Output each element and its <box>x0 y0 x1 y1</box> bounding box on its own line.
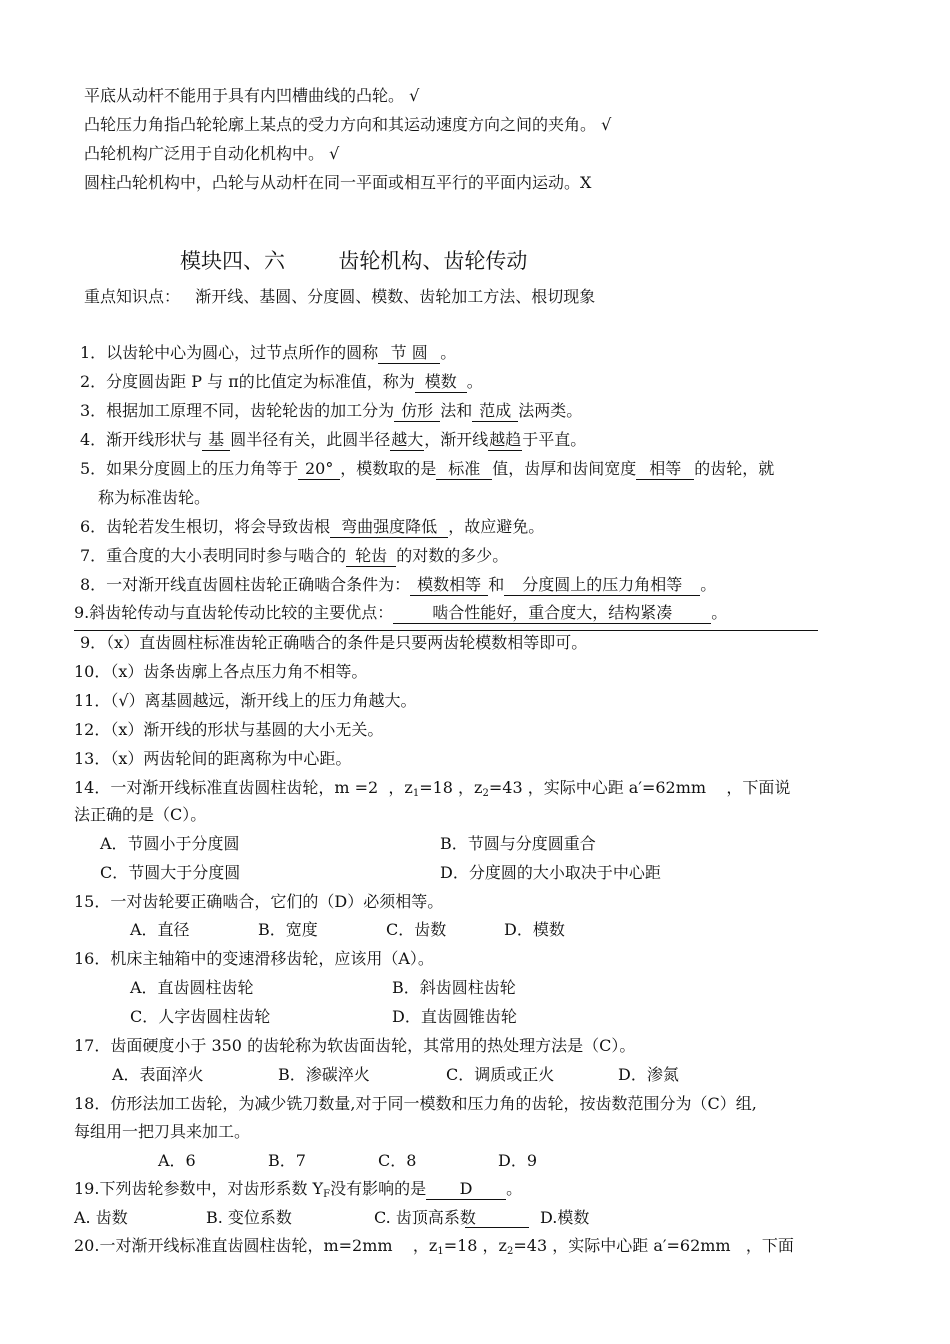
answer-blank: 啮合性能好，重合度大，结构紧凑 <box>393 603 711 624</box>
answer-blank: 标准 <box>436 459 492 480</box>
q19-option-a: A. 齿数 <box>74 1208 128 1227</box>
fill-question-5-continued: 称为标准齿轮。 <box>98 488 211 507</box>
q16-option-a: A．直齿圆柱齿轮 <box>130 978 254 997</box>
fill-question-7: 7．重合度的大小表明同时参与啮合的 轮齿 的对数的多少。 <box>80 546 509 565</box>
module-title: 模块四、六 齿轮机构、齿轮传动 <box>180 249 528 273</box>
answer-blank: 分度圆上的压力角相等 <box>504 575 700 596</box>
answer-blank: 弯曲强度降低 <box>330 517 448 538</box>
q17-option-a: A．表面淬火 <box>112 1065 204 1084</box>
question-15: 15．一对齿轮要正确啮合，它们的（D）必须相等。 <box>74 892 444 911</box>
q15-option-c: C．齿数 <box>386 920 447 939</box>
key-points-label: 重点知识点： <box>84 287 181 306</box>
judge-question-9: 9．（x）直齿圆柱标准齿轮正确啮合的条件是只要两齿轮模数相等即可。 <box>80 633 588 652</box>
q19-option-c: C. 齿顶高系数 <box>374 1208 476 1227</box>
fill-question-5: 5．如果分度圆上的压力角等于 20° ，模数取的是 标准 值，齿厚和齿间宽度 相等 的齿轮，就 <box>80 459 775 478</box>
answer-blank: 模数相等 <box>410 575 488 596</box>
answer-blank: 20° <box>298 459 340 480</box>
answer-blank: 基 <box>202 430 230 451</box>
answer-blank: 相等 <box>636 459 694 480</box>
option-underline <box>465 1227 529 1228</box>
q15-option-d: D．模数 <box>504 920 565 939</box>
q15-option-b: B．宽度 <box>258 920 318 939</box>
fill-question-1: 1．以齿轮中心为圆心，过节点所作的圆称 节 圆 。 <box>80 343 457 362</box>
q17-option-b: B．渗碳淬火 <box>278 1065 370 1084</box>
q16-option-d: D．直齿圆锥齿轮 <box>392 1007 517 1026</box>
q14-option-a: A．节圆小于分度圆 <box>100 834 240 853</box>
fill-question-2: 2．分度圆齿距 P 与 π的比值定为标准值，称为 模数 。 <box>80 372 483 391</box>
fill-question-3: 3．根据加工原理不同，齿轮轮齿的加工分为 仿形 法和 范成 法两类。 <box>80 401 583 420</box>
q15-option-a: A．直径 <box>130 920 190 939</box>
answer-blank: 越趋 <box>489 430 522 449</box>
cam-statement-3: 凸轮机构广泛用于自动化机构中。 √ <box>84 144 340 163</box>
cam-statement-1: 平底从动杆不能用于具有内凹槽曲线的凸轮。 √ <box>84 86 420 105</box>
q18-option-a: A．6 <box>158 1151 196 1170</box>
fill-question-8: 8．一对渐开线直齿圆柱齿轮正确啮合条件为： 模数相等 和 分度圆上的压力角相等 。 <box>80 575 717 594</box>
q18-option-c: C．8 <box>378 1151 417 1170</box>
question-20: 20.一对渐开线标准直齿圆柱齿轮，m=2mm ，$z_1=18$ ，$z_2=43$ ，实际中心距 a′=62mm ，下面 <box>74 1236 794 1257</box>
answer-blank: 范成 <box>472 401 518 422</box>
q17-option-d: D．渗氮 <box>618 1065 679 1084</box>
q14-option-d: D．分度圆的大小取决于中心距 <box>440 863 661 882</box>
cam-statement-2: 凸轮压力角指凸轮轮廓上某点的受力方向和其运动速度方向之间的夹角。 √ <box>84 115 612 134</box>
key-points-text: 渐开线、基圆、分度圆、模数、齿轮加工方法、根切现象 <box>195 287 596 306</box>
fill-question-9: 9.斜齿轮传动与直齿轮传动比较的主要优点： 啮合性能好，重合度大，结构紧凑 。 <box>74 603 728 622</box>
judge-question-11: 11．（√）离基圆越远，渐开线上的压力角越大。 <box>74 691 417 710</box>
fill-question-6: 6．齿轮若发生根切，将会导致齿根 弯曲强度降低 ，故应避免。 <box>80 517 545 536</box>
answer-blank: D <box>426 1179 506 1200</box>
question-16: 16．机床主轴箱中的变速滑移齿轮，应该用（A）。 <box>74 949 434 968</box>
q19-option-b: B. 变位系数 <box>206 1208 292 1227</box>
fill-question-4: 4．渐开线形状与 基 圆半径有关，此圆半径越大，渐开线越趋于平直。 <box>80 430 587 449</box>
question-14-continued: 法正确的是（C）。 <box>74 805 207 824</box>
judge-question-10: 10．（x）齿条齿廓上各点压力角不相等。 <box>74 662 368 681</box>
answer-blank: 轮齿 <box>346 546 396 567</box>
answer-blank: 模数 <box>415 372 467 393</box>
question-17: 17．齿面硬度小于 350 的齿轮称为软齿面齿轮，其常用的热处理方法是（C）。 <box>74 1036 636 1055</box>
judge-question-12: 12．（x）渐开线的形状与基圆的大小无关。 <box>74 720 384 739</box>
judge-question-13: 13．（x）两齿轮间的距离称为中心距。 <box>74 749 352 768</box>
q18-option-b: B．7 <box>268 1151 306 1170</box>
question-14: 14．一对渐开线标准直齿圆柱齿轮，m =2 ，$z_1=18$ ，$z_2=43$ ，实际中心距 a′=62mm ，下面说 <box>74 778 791 799</box>
question-18-continued: 每组用一把刀具来加工。 <box>74 1122 251 1141</box>
answer-blank: 仿形 <box>394 401 440 422</box>
answer-blank: 节 圆 <box>378 343 440 364</box>
q16-option-c: C．人字齿圆柱齿轮 <box>130 1007 271 1026</box>
cam-statement-4: 圆柱凸轮机构中，凸轮与从动杆在同一平面或相互平行的平面内运动。X <box>84 173 592 192</box>
q14-option-c: C．节圆大于分度圆 <box>100 863 241 882</box>
q17-option-c: C．调质或正火 <box>446 1065 555 1084</box>
q18-option-d: D．9 <box>498 1151 538 1170</box>
q16-option-b: B．斜齿圆柱齿轮 <box>392 978 516 997</box>
question-18: 18．仿形法加工齿轮，为减少铣刀数量,对于同一模数和压力角的齿轮，按齿数范围分为（C）组, <box>74 1094 757 1113</box>
q14-option-b: B．节圆与分度圆重合 <box>440 834 596 853</box>
question-19: 19.下列齿轮参数中，对齿形系数 $Y_F$没有影响的是 D 。 <box>74 1179 523 1200</box>
q19-option-d: D.模数 <box>540 1208 590 1227</box>
key-points <box>84 285 595 309</box>
answer-blank: 越大 <box>391 430 424 449</box>
